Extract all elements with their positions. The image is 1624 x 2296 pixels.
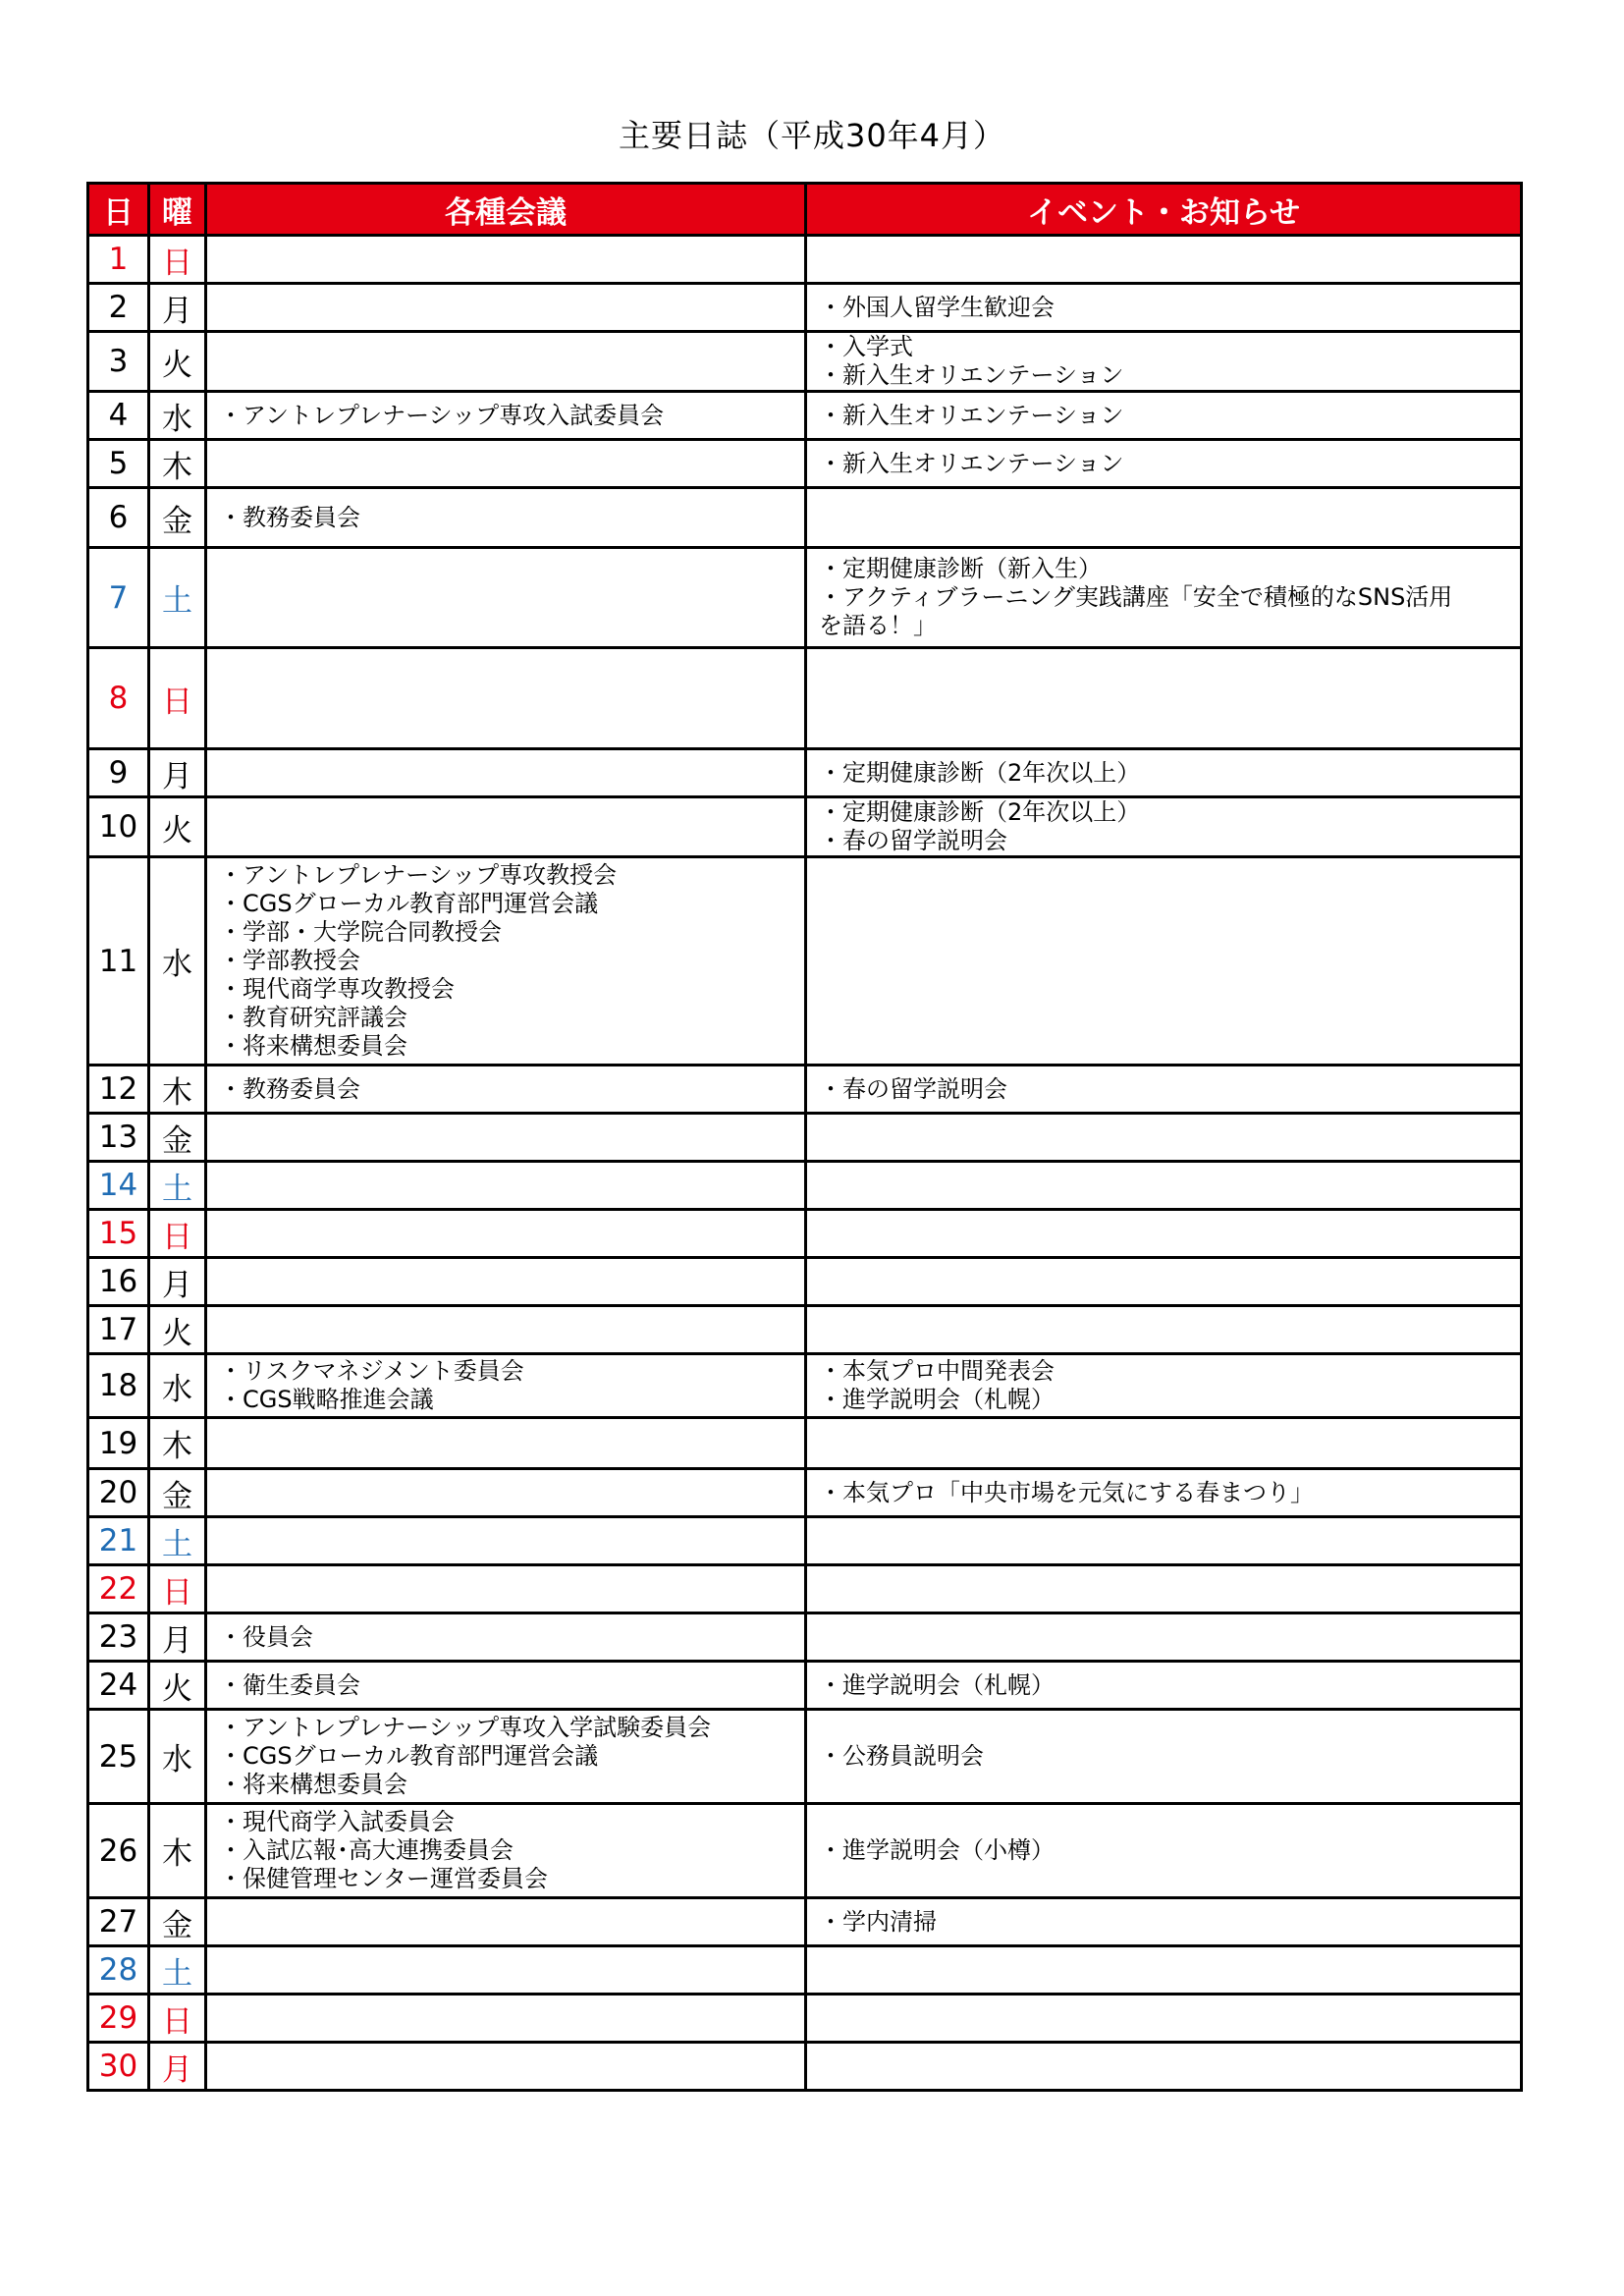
meetings-cell (206, 1114, 806, 1162)
meeting-item: ・役員会 (219, 1622, 313, 1651)
meetings-cell (206, 1258, 806, 1306)
table-row (88, 332, 1522, 392)
meetings-cell (206, 1469, 806, 1517)
meetings-cell (206, 236, 806, 284)
events-cell (806, 284, 1522, 332)
weekday-cell: 日 (149, 1565, 206, 1613)
event-item: ・定期健康診断（新入生） (819, 555, 1102, 582)
events-cell (806, 1662, 1522, 1710)
day-cell: 10 (88, 797, 149, 857)
table-row (88, 648, 1522, 749)
events-cell (806, 332, 1522, 392)
weekday-cell: 水 (149, 1354, 206, 1418)
weekday-cell: 日 (149, 236, 206, 284)
weekday-cell: 金 (149, 1898, 206, 1946)
weekday-cell: 月 (149, 1613, 206, 1662)
weekday-cell: 金 (149, 1114, 206, 1162)
day-cell: 27 (88, 1898, 149, 1946)
table-row (88, 1995, 1522, 2043)
meeting-item: ・アントレプレナーシップ専攻入学試験委員会 (219, 1714, 712, 1741)
meeting-item: ・CGS戦略推進会議 (219, 1386, 434, 1413)
meetings-cell (206, 1613, 806, 1662)
weekday-cell: 土 (149, 1162, 206, 1210)
event-item: ・アクティブラーニング実践講座「安全で積極的なSNS活用 (819, 583, 1453, 611)
weekday-cell: 水 (149, 857, 206, 1066)
header-day: 日 (88, 184, 149, 236)
meeting-item: ・CGSグローカル教育部門運営会議 (219, 1742, 599, 1770)
header-meetings: 各種会議 (206, 184, 806, 236)
event-item: ・新入生オリエンテーション (819, 401, 1124, 429)
event-item: ・春の留学説明会 (819, 1074, 1007, 1103)
events-cell (806, 440, 1522, 488)
day-cell: 25 (88, 1710, 149, 1804)
events-cell (806, 1898, 1522, 1946)
meeting-item: ・将来構想委員会 (219, 1771, 407, 1798)
meeting-item: ・保健管理センター運営委員会 (219, 1865, 549, 1892)
table-row (88, 1258, 1522, 1306)
day-cell: 18 (88, 1354, 149, 1418)
meetings-cell (206, 1710, 806, 1804)
day-cell: 17 (88, 1306, 149, 1354)
header-row (88, 184, 1522, 236)
table-row (88, 488, 1522, 548)
events-cell (806, 236, 1522, 284)
weekday-cell: 月 (149, 1258, 206, 1306)
meeting-item: ・現代商学専攻教授会 (219, 975, 455, 1003)
day-cell: 12 (88, 1066, 149, 1114)
weekday-cell: 木 (149, 440, 206, 488)
events-cell (806, 1210, 1522, 1258)
events-cell (806, 1306, 1522, 1354)
weekday-cell: 木 (149, 1804, 206, 1898)
day-cell: 1 (88, 236, 149, 284)
table-row (88, 2043, 1522, 2091)
event-item: ・外国人留学生歓迎会 (819, 293, 1055, 321)
meetings-cell (206, 1418, 806, 1469)
meetings-cell (206, 2043, 806, 2091)
meeting-item: ・教務委員会 (219, 1074, 360, 1103)
meetings-cell (206, 1162, 806, 1210)
events-cell (806, 1517, 1522, 1565)
weekday-cell: 日 (149, 648, 206, 749)
table-row (88, 1066, 1522, 1114)
meetings-cell (206, 440, 806, 488)
event-item: ・進学説明会（小樽） (819, 1836, 1055, 1864)
table-row (88, 857, 1522, 1066)
event-item: ・進学説明会（札幌） (819, 1386, 1055, 1413)
weekday-cell: 木 (149, 1418, 206, 1469)
table-row (88, 1469, 1522, 1517)
meetings-cell (206, 648, 806, 749)
table-row (88, 1210, 1522, 1258)
events-cell (806, 749, 1522, 797)
table-row (88, 1898, 1522, 1946)
page-title: 主要日誌（平成30年4月） (618, 117, 1006, 154)
events-cell (806, 1469, 1522, 1517)
meetings-cell (206, 1995, 806, 2043)
table-row (88, 1162, 1522, 1210)
events-cell (806, 548, 1522, 648)
events-cell (806, 648, 1522, 749)
table-row (88, 1306, 1522, 1354)
weekday-cell: 日 (149, 1995, 206, 2043)
events-cell (806, 2043, 1522, 2091)
events-cell (806, 1354, 1522, 1418)
day-cell: 3 (88, 332, 149, 392)
table-row (88, 392, 1522, 440)
events-cell (806, 797, 1522, 857)
table-row (88, 1354, 1522, 1418)
meetings-cell (206, 797, 806, 857)
weekday-cell: 土 (149, 1946, 206, 1995)
weekday-cell: 水 (149, 392, 206, 440)
weekday-cell: 月 (149, 284, 206, 332)
meeting-item: ・アントレプレナーシップ専攻教授会 (219, 861, 618, 889)
events-cell (806, 488, 1522, 548)
day-cell: 6 (88, 488, 149, 548)
meetings-cell (206, 1066, 806, 1114)
day-cell: 4 (88, 392, 149, 440)
events-cell (806, 1804, 1522, 1898)
meeting-item: ・現代商学入試委員会 (219, 1808, 455, 1835)
table-row (88, 284, 1522, 332)
meetings-cell (206, 332, 806, 392)
meeting-item: ・学部・大学院合同教授会 (219, 918, 502, 946)
header-weekday: 曜 (149, 184, 206, 236)
event-item: ・入学式 (819, 333, 913, 360)
meeting-item: ・CGSグローカル教育部門運営会議 (219, 890, 599, 917)
meetings-cell (206, 1946, 806, 1995)
meeting-item: ・学部教授会 (219, 947, 360, 974)
day-cell: 29 (88, 1995, 149, 2043)
events-cell (806, 1995, 1522, 2043)
event-item: ・学内清掃 (819, 1907, 937, 1936)
table-row (88, 1662, 1522, 1710)
table-row (88, 1946, 1522, 1995)
table-row (88, 797, 1522, 857)
meetings-cell (206, 1565, 806, 1613)
meetings-cell (206, 857, 806, 1066)
events-cell (806, 1162, 1522, 1210)
meetings-cell (206, 284, 806, 332)
events-cell (806, 857, 1522, 1066)
events-cell (806, 1066, 1522, 1114)
events-cell (806, 1114, 1522, 1162)
weekday-cell: 土 (149, 548, 206, 648)
weekday-cell: 火 (149, 797, 206, 857)
meeting-item: ・教育研究評議会 (219, 1004, 407, 1031)
day-cell: 19 (88, 1418, 149, 1469)
meeting-item: ・衛生委員会 (219, 1670, 360, 1699)
meetings-cell (206, 392, 806, 440)
table-row (88, 749, 1522, 797)
table-row (88, 1710, 1522, 1804)
weekday-cell: 金 (149, 1469, 206, 1517)
table-row (88, 1418, 1522, 1469)
table-row (88, 236, 1522, 284)
table-row (88, 1114, 1522, 1162)
meetings-cell (206, 1898, 806, 1946)
events-cell (806, 1613, 1522, 1662)
meetings-cell (206, 1804, 806, 1898)
weekday-cell: 水 (149, 1710, 206, 1804)
events-cell (806, 1946, 1522, 1995)
day-cell: 23 (88, 1613, 149, 1662)
meetings-cell (206, 548, 806, 648)
table-row (88, 440, 1522, 488)
day-cell: 9 (88, 749, 149, 797)
meeting-item: ・将来構想委員会 (219, 1032, 407, 1060)
event-item: を語る！」 (819, 612, 937, 639)
weekday-cell: 日 (149, 1210, 206, 1258)
meeting-item: ・アントレプレナーシップ専攻入試委員会 (219, 401, 665, 429)
table-row (88, 1804, 1522, 1898)
events-cell (806, 392, 1522, 440)
event-item: ・定期健康診断（2年次以上） (819, 758, 1141, 787)
day-cell: 11 (88, 857, 149, 1066)
meetings-cell (206, 1210, 806, 1258)
meeting-item: ・リスクマネジメント委員会 (219, 1357, 524, 1385)
diary-table (86, 182, 1523, 2092)
weekday-cell: 火 (149, 1306, 206, 1354)
day-cell: 2 (88, 284, 149, 332)
day-cell: 7 (88, 548, 149, 648)
event-item: ・新入生オリエンテーション (819, 361, 1124, 389)
event-item: ・定期健康診断（2年次以上） (819, 798, 1141, 826)
day-cell: 21 (88, 1517, 149, 1565)
events-cell (806, 1258, 1522, 1306)
weekday-cell: 月 (149, 2043, 206, 2091)
weekday-cell: 火 (149, 332, 206, 392)
day-cell: 30 (88, 2043, 149, 2091)
event-item: ・進学説明会（札幌） (819, 1670, 1055, 1699)
meetings-cell (206, 488, 806, 548)
header-events: イベント・お知らせ (806, 184, 1522, 236)
day-cell: 26 (88, 1804, 149, 1898)
meetings-cell (206, 1306, 806, 1354)
events-cell (806, 1710, 1522, 1804)
events-cell (806, 1565, 1522, 1613)
weekday-cell: 金 (149, 488, 206, 548)
table-row (88, 1565, 1522, 1613)
event-item: ・本気プロ中間発表会 (819, 1357, 1055, 1385)
event-item: ・新入生オリエンテーション (819, 449, 1124, 477)
meetings-cell (206, 1662, 806, 1710)
meeting-item: ・入試広報･高大連携委員会 (219, 1836, 514, 1864)
day-cell: 20 (88, 1469, 149, 1517)
day-cell: 22 (88, 1565, 149, 1613)
day-cell: 24 (88, 1662, 149, 1710)
event-item: ・公務員説明会 (819, 1742, 984, 1770)
meetings-cell (206, 1517, 806, 1565)
day-cell: 8 (88, 648, 149, 749)
weekday-cell: 木 (149, 1066, 206, 1114)
table-row (88, 548, 1522, 648)
weekday-cell: 月 (149, 749, 206, 797)
event-item: ・春の留学説明会 (819, 827, 1007, 854)
events-cell (806, 1418, 1522, 1469)
day-cell: 5 (88, 440, 149, 488)
event-item: ・本気プロ「中央市場を元気にする春まつり」 (819, 1478, 1314, 1506)
table-row (88, 1613, 1522, 1662)
weekday-cell: 土 (149, 1517, 206, 1565)
table-row (88, 1517, 1522, 1565)
meetings-cell (206, 1354, 806, 1418)
day-cell: 13 (88, 1114, 149, 1162)
day-cell: 16 (88, 1258, 149, 1306)
day-cell: 14 (88, 1162, 149, 1210)
meetings-cell (206, 749, 806, 797)
meeting-item: ・教務委員会 (219, 503, 360, 531)
day-cell: 15 (88, 1210, 149, 1258)
weekday-cell: 火 (149, 1662, 206, 1710)
day-cell: 28 (88, 1946, 149, 1995)
